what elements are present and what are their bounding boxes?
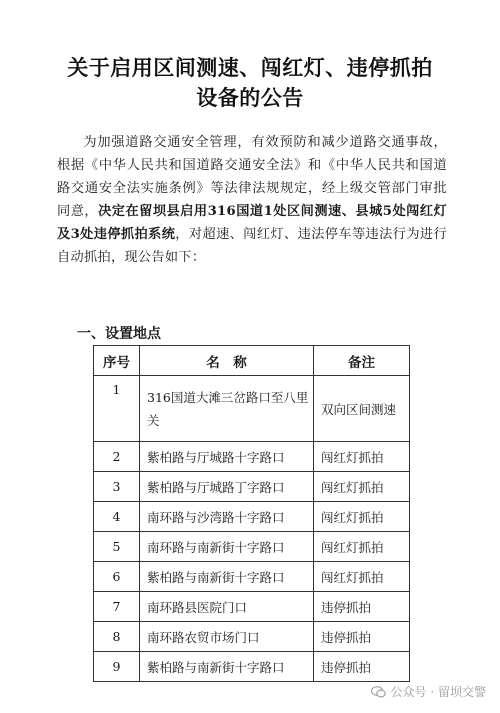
row-location: 紫柏路与南新街十字路口 [140,652,314,682]
intro-bold-text: 决定在留坝县启用316国道1处区间测速、县城5处闯红灯及3处违停抓拍系统 [57,204,447,242]
row-number: 3 [94,472,140,502]
wechat-watermark [371,683,486,700]
row-note: 闯红灯抓拍 [314,472,410,502]
row-location: 南环路农贸市场门口 [140,622,314,652]
row-note: 违停抓拍 [314,622,410,652]
table-row [94,622,410,652]
row-number: 2 [94,442,140,472]
row-note: 闯红灯抓拍 [314,502,410,532]
row-location: 紫柏路与厅城路丁字路口 [140,472,314,502]
row-location: 南环路县医院门口 [140,592,314,622]
intro-paragraph [57,131,447,269]
row-number: 6 [94,562,140,592]
header-name: 名 称 [140,346,314,376]
row-number: 9 [94,652,140,682]
notice-title-line2: 设备的公告 [196,86,304,110]
row-location: 南环路与沙湾路十字路口 [140,502,314,532]
header-number: 序号 [94,346,140,376]
table-row [94,502,410,532]
row-location: 316国道大滩三岔路口至八里关 [140,376,314,442]
row-note: 闯红灯抓拍 [314,532,410,562]
row-number: 1 [94,376,140,442]
row-number: 5 [94,532,140,562]
wechat-official-account-icon [371,686,386,698]
table-row [94,472,410,502]
row-location: 紫柏路与南新街十字路口 [140,562,314,592]
intro-text-1: 为加强道路交通安全管理，有效预防和减少道路交通事故，根据《中华人民共和国道路交通安全法》和《中华人民共和国道路交通安全法实施条例》等法律法规规定，经上级交管部门审批同意， [57,135,447,219]
row-number: 7 [94,592,140,622]
notice-title-line1: 关于启用区间测速、闯红灯、违停抓拍 [67,56,433,80]
row-note: 违停抓拍 [314,592,410,622]
row-location: 紫柏路与厅城路十字路口 [140,442,314,472]
row-number: 8 [94,622,140,652]
table-row [94,652,410,682]
intro-text-2: ，对超速、闯红灯、违法停车等违法行为进行自动抓拍，现公告如下： [57,227,447,265]
row-location: 南环路与南新街十字路口 [140,532,314,562]
header-note: 备注 [314,346,410,376]
row-number: 4 [94,502,140,532]
row-note: 双向区间测速 [314,376,410,442]
table-row [94,532,410,562]
table-row [94,442,410,472]
section-heading-locations: 一、设置地点 [77,326,161,342]
locations-table [93,345,410,682]
table-header-row [94,346,410,376]
row-note: 闯红灯抓拍 [314,562,410,592]
row-note: 违停抓拍 [314,652,410,682]
row-note: 闯红灯抓拍 [314,442,410,472]
table-row [94,376,410,442]
table-row [94,592,410,622]
table-row [94,562,410,592]
watermark-text: 公众号 · 留坝交警 [390,685,486,699]
